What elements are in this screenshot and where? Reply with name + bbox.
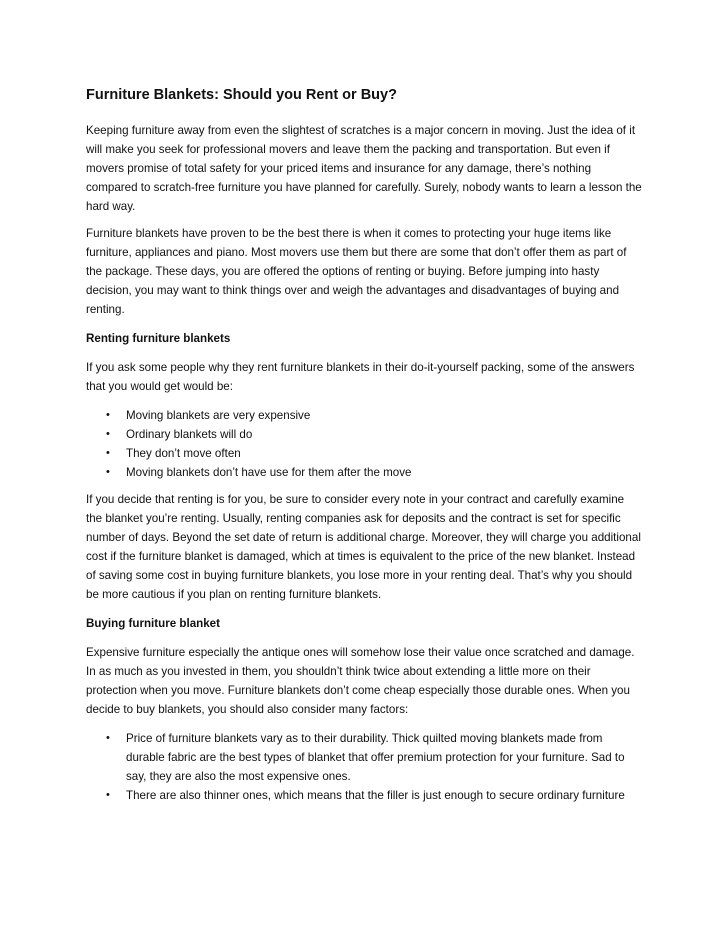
list-item: • Moving blankets are very expensive bbox=[126, 406, 642, 425]
list-item: • Price of furniture blankets vary as to their durability. Thick quilted moving blankets made from durable fabric are the best types of blanket that offer premium protection for your furniture. Sad to say, they are also the most expensive ones. bbox=[126, 729, 642, 786]
document-title: Furniture Blankets: Should you Rent or Buy? bbox=[86, 87, 397, 103]
buying-heading: Buying furniture blanket bbox=[86, 616, 220, 630]
list-item: • Ordinary blankets will do bbox=[126, 425, 642, 444]
renting-body: If you decide that renting is for you, be sure to consider every note in your contract and carefully examine the blanket you’re renting. Usually, renting companies ask for deposits and the contract is set for specific number of days. Beyond the set date of return is additional charge. Moreover, they will charge you additional cost if the furniture blanket is damaged, which at times is equivalent to the price of the new blanket. Instead of saving some cost in buying furniture blankets, you lose more in your renting deal. That’s why you should be more cautious if you plan on renting furniture blankets. bbox=[86, 492, 641, 601]
intro-paragraph-1: Keeping furniture away from even the slightest of scratches is a major concern in moving. Just the idea of it will make you seek for professional movers and leave them the packing and transportation. But even if movers promise of total safety for your priced items and insurance for any damage, there’s nothing compared to scratch-free furniture you have planned for carefully. Surely, nobody wants to learn a lesson the hard way. bbox=[86, 123, 642, 213]
list-item: • There are also thinner ones, which means that the filler is just enough to secure ordinary furniture bbox=[126, 786, 642, 805]
buying-bullet-list bbox=[86, 729, 642, 805]
buying-lead: Expensive furniture especially the antique ones will somehow lose their value once scratched and damage. In as much as you invested in them, you shouldn’t think twice about extending a little more on their protection when you move. Furniture blankets don’t come cheap especially those durable ones. When you decide to buy blankets, you should also consider many factors: bbox=[86, 645, 635, 716]
bullet-icon: • bbox=[106, 446, 110, 459]
renting-bullet-list bbox=[86, 406, 642, 482]
bullet-icon: • bbox=[106, 465, 110, 478]
bullet-icon: • bbox=[106, 408, 110, 421]
renting-heading: Renting furniture blankets bbox=[86, 331, 231, 345]
intro-paragraph-2: Furniture blankets have proven to be the best there is when it comes to protecting your huge items like furniture, appliances and piano. Most movers use them but there are some that don’t offer them as part of the package. These days, you are offered the options of renting or buying. Before jumping into hasty decision, you may want to think things over and weigh the advantages and disadvantages of buying and renting. bbox=[86, 226, 627, 316]
list-item: • They don’t move often bbox=[126, 444, 642, 463]
bullet-icon: • bbox=[106, 427, 110, 440]
list-item: • Moving blankets don’t have use for them after the move bbox=[126, 463, 642, 482]
bullet-icon: • bbox=[106, 731, 110, 744]
bullet-icon: • bbox=[106, 788, 110, 801]
renting-lead: If you ask some people why they rent furniture blankets in their do-it-yourself packing, some of the answers that you would get would be: bbox=[86, 360, 635, 393]
